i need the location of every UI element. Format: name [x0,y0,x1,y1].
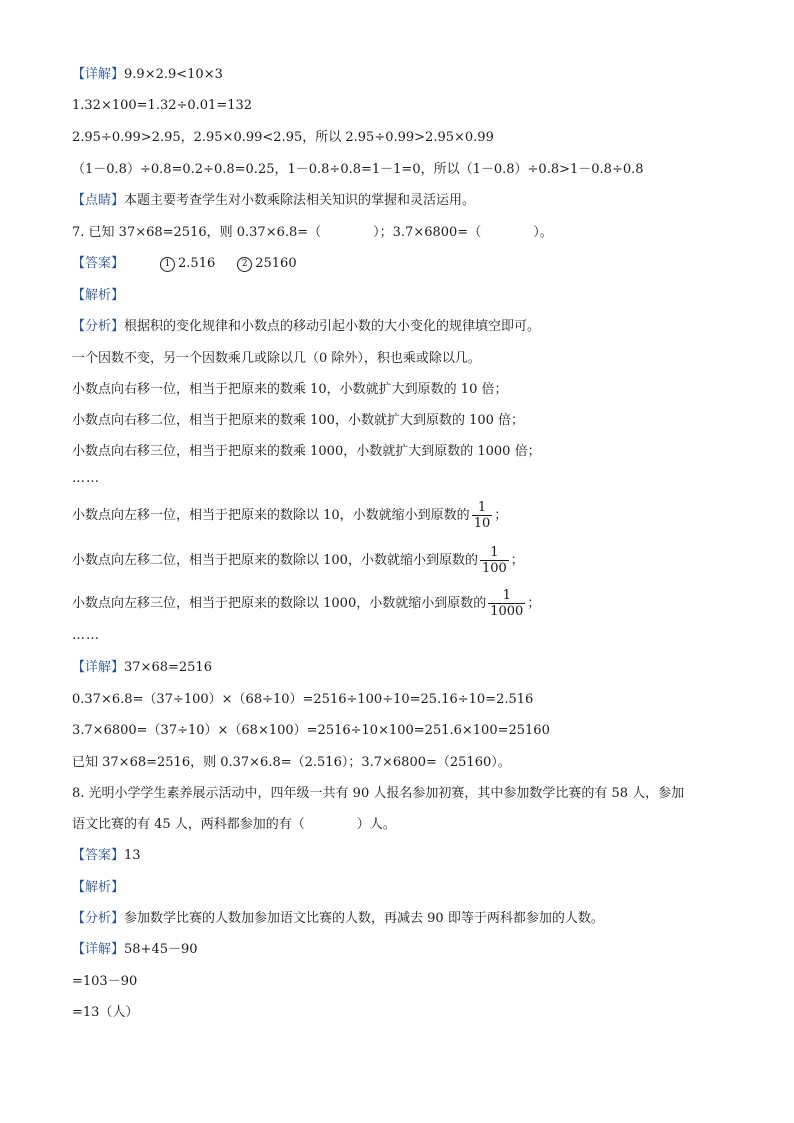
fraction-denominator: 1000 [490,604,524,619]
circled-one-icon: 1 [160,257,175,272]
fraction-numerator: 1 [488,588,525,604]
detail-8-line-3: =13（人） [72,1005,139,1020]
analysis-heading-8: 【解析】 [72,880,125,895]
left-shift-text: 小数点向左移二位，相当于把原来的数除以 100，小数就缩小到原数的 [72,553,478,568]
left-shift-text: 小数点向左移一位，相当于把原来的数除以 10，小数就缩小到原数的 [72,508,470,523]
fraction-denominator: 10 [473,516,491,531]
left-shift-text: 小数点向左移三位，相当于把原来的数除以 1000，小数就缩小到原数的 [72,596,487,611]
punctuation: ； [527,596,541,611]
ellipsis-2: …… [72,628,100,643]
fraction-numerator: 1 [472,500,493,516]
left-shift-1 [72,500,507,531]
detail-line-3: 2.95÷0.99>2.95，2.95×0.99<2.95，所以 2.95÷0.99>2.95×0.99 [72,130,494,145]
detail-tag: 【详解】 [72,660,125,675]
right-shift-2: 小数点向右移二位，相当于把原来的数乘 100，小数就扩大到原数的 100 倍； [72,413,525,428]
question-8-line-2: 语文比赛的有 45 人，两科都参加的有（ ）人。 [72,817,396,832]
answer-8 [72,847,141,865]
comment-tag: 【点睛】 [72,193,125,208]
fraction-denominator: 100 [481,561,507,576]
detail-tag: 【详解】 [72,67,125,82]
detail-line-4: （1－0.8）÷0.8=0.2÷0.8=0.25，1－0.8÷0.8=1－1=0，所以（1－0.8）÷0.8>1－0.8÷0.8 [72,162,644,177]
analysis-tag: 【分析】 [72,911,125,926]
analysis-tag: 【分析】 [72,319,125,334]
answer-value-1: 2.516 [178,256,216,271]
punctuation: ； [494,508,508,523]
detail-8-line-1 [72,941,198,959]
fraction [472,500,493,531]
detail-tag: 【详解】 [72,942,125,957]
fraction [488,588,525,619]
fraction [480,545,509,576]
circled-two-icon: 2 [237,257,252,272]
detail-7-line-3: 3.7×6800=（37÷10）×（68×100）=2516÷10×100=251.6×100=25160 [72,723,550,738]
ellipsis-1: …… [72,471,100,486]
analysis-line-8 [72,910,604,928]
answer-value: 13 [124,848,141,863]
answer-7 [72,255,297,273]
analysis-heading-7: 【解析】 [72,288,125,303]
analysis-text: 参加数学比赛的人数加参加语文比赛的人数，再减去 90 即等于两科都参加的人数。 [124,911,604,926]
punctuation: ； [510,553,524,568]
right-shift-1: 小数点向右移一位，相当于把原来的数乘 10，小数就扩大到原数的 10 倍； [72,382,508,397]
detail-text: 9.9×2.9<10×3 [124,67,223,82]
fraction-numerator: 1 [480,545,509,561]
question-8-line-1: 8. 光明小学学生素养展示活动中，四年级一共有 90 人报名参加初赛，其中参加数学比赛的有 58 人，参加 [72,786,685,801]
analysis-line-7 [72,318,540,336]
detail-7-line-4: 已知 37×68=2516，则 0.37×6.8=（2.516）；3.7×6800=（25160）。 [72,755,511,770]
detail-8-line-2: =103－90 [72,974,138,989]
detail-line-2: 1.32×100=1.32÷0.01=132 [72,98,253,113]
left-shift-2 [72,545,524,576]
answer-tag: 【答案】 [72,256,125,271]
detail-text: 37×68=2516 [124,660,212,675]
detail-7-line-1 [72,659,212,677]
detail-line-1 [72,66,223,84]
detail-7-line-2: 0.37×6.8=（37÷100）×（68÷10）=2516÷100÷10=25.16÷10=2.516 [72,692,534,707]
detail-text: 58+45－90 [124,942,198,957]
rule-line: 一个因数不变，另一个因数乘几或除以几（0 除外），积也乘或除以几。 [72,351,481,366]
answer-tag: 【答案】 [72,848,125,863]
comment-line [72,192,475,210]
right-shift-3: 小数点向右移三位，相当于把原来的数乘 1000，小数就扩大到原数的 1000 倍； [72,444,541,459]
left-shift-3 [72,588,540,619]
question-7: 7. 已知 37×68=2516，则 0.37×6.8=（ ）；3.7×6800=（ ）。 [72,225,553,240]
comment-text: 本题主要考查学生对小数乘除法相关知识的掌握和灵活运用。 [124,193,476,208]
analysis-text: 根据积的变化规律和小数点的移动引起小数的大小变化的规律填空即可。 [124,319,541,334]
answer-value-2: 25160 [255,256,297,271]
